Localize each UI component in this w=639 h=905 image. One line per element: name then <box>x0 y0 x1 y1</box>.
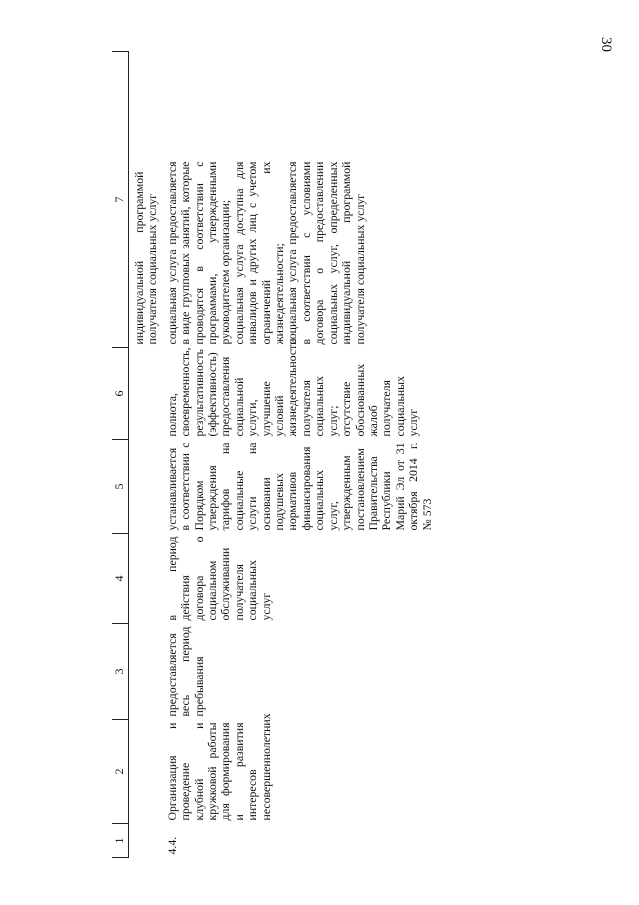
condition-item: социальная услуга предоставляется в виде групповых занятий, которые проводятся в соответствии с программами, утвержденными руководителем организации; <box>164 161 233 345</box>
condition-item: социальная услуга доступна для инвалидов и других лиц с учетом ограничений их жизнедеятельности; <box>231 161 287 345</box>
header-col-1: 1 <box>112 824 129 858</box>
rotated-table-wrapper <box>112 52 612 858</box>
service-conditions <box>162 52 436 348</box>
service-name: Организация и проведение клубной и кружковой работы для формирования и развития интересов несовершеннолетних <box>164 713 273 821</box>
continuation-conditions: индивидуальной программой получателя социальных услуг <box>132 171 160 345</box>
table-header-row <box>112 52 129 858</box>
row-number: 4.4. <box>164 836 179 855</box>
header-col-7: 7 <box>112 52 129 348</box>
condition-item: социальная услуга предоставляется в соответствии с условиями договора о предоставлении социальных услуг, определенных индивидуальной программой получателя социальных услуг <box>285 161 367 345</box>
header-col-6: 6 <box>112 348 129 440</box>
table-row <box>162 52 436 858</box>
header-col-3: 3 <box>112 624 129 720</box>
page-number: 30 <box>598 37 614 52</box>
header-col-5: 5 <box>112 440 129 534</box>
service-deadline: в период действия договора о социальном обслуживании получателя социальных услуг <box>164 536 273 621</box>
continuation-row <box>129 52 162 858</box>
service-description: предоставляется весь период пребывания <box>164 626 206 717</box>
header-col-2: 2 <box>112 720 129 824</box>
quality-indicators: полнота, своевременность, результативность (эффективность) предоставления социальной услуги, улучшение условий жизнедеятельности получателя социальных услуг; отсутствие обоснованных жалоб получателя социальных услуг <box>164 338 421 437</box>
header-col-4: 4 <box>112 534 129 624</box>
services-table <box>112 51 436 858</box>
service-cost: устанавливается в соответствии с Порядком утверждения тарифов на социальные услуги на основании подушевых нормативов финансирования социальных услуг, утвержденным постановлением Правительства Республики Марий Эл от 31 октября 2014 г. № 573 <box>164 442 434 531</box>
